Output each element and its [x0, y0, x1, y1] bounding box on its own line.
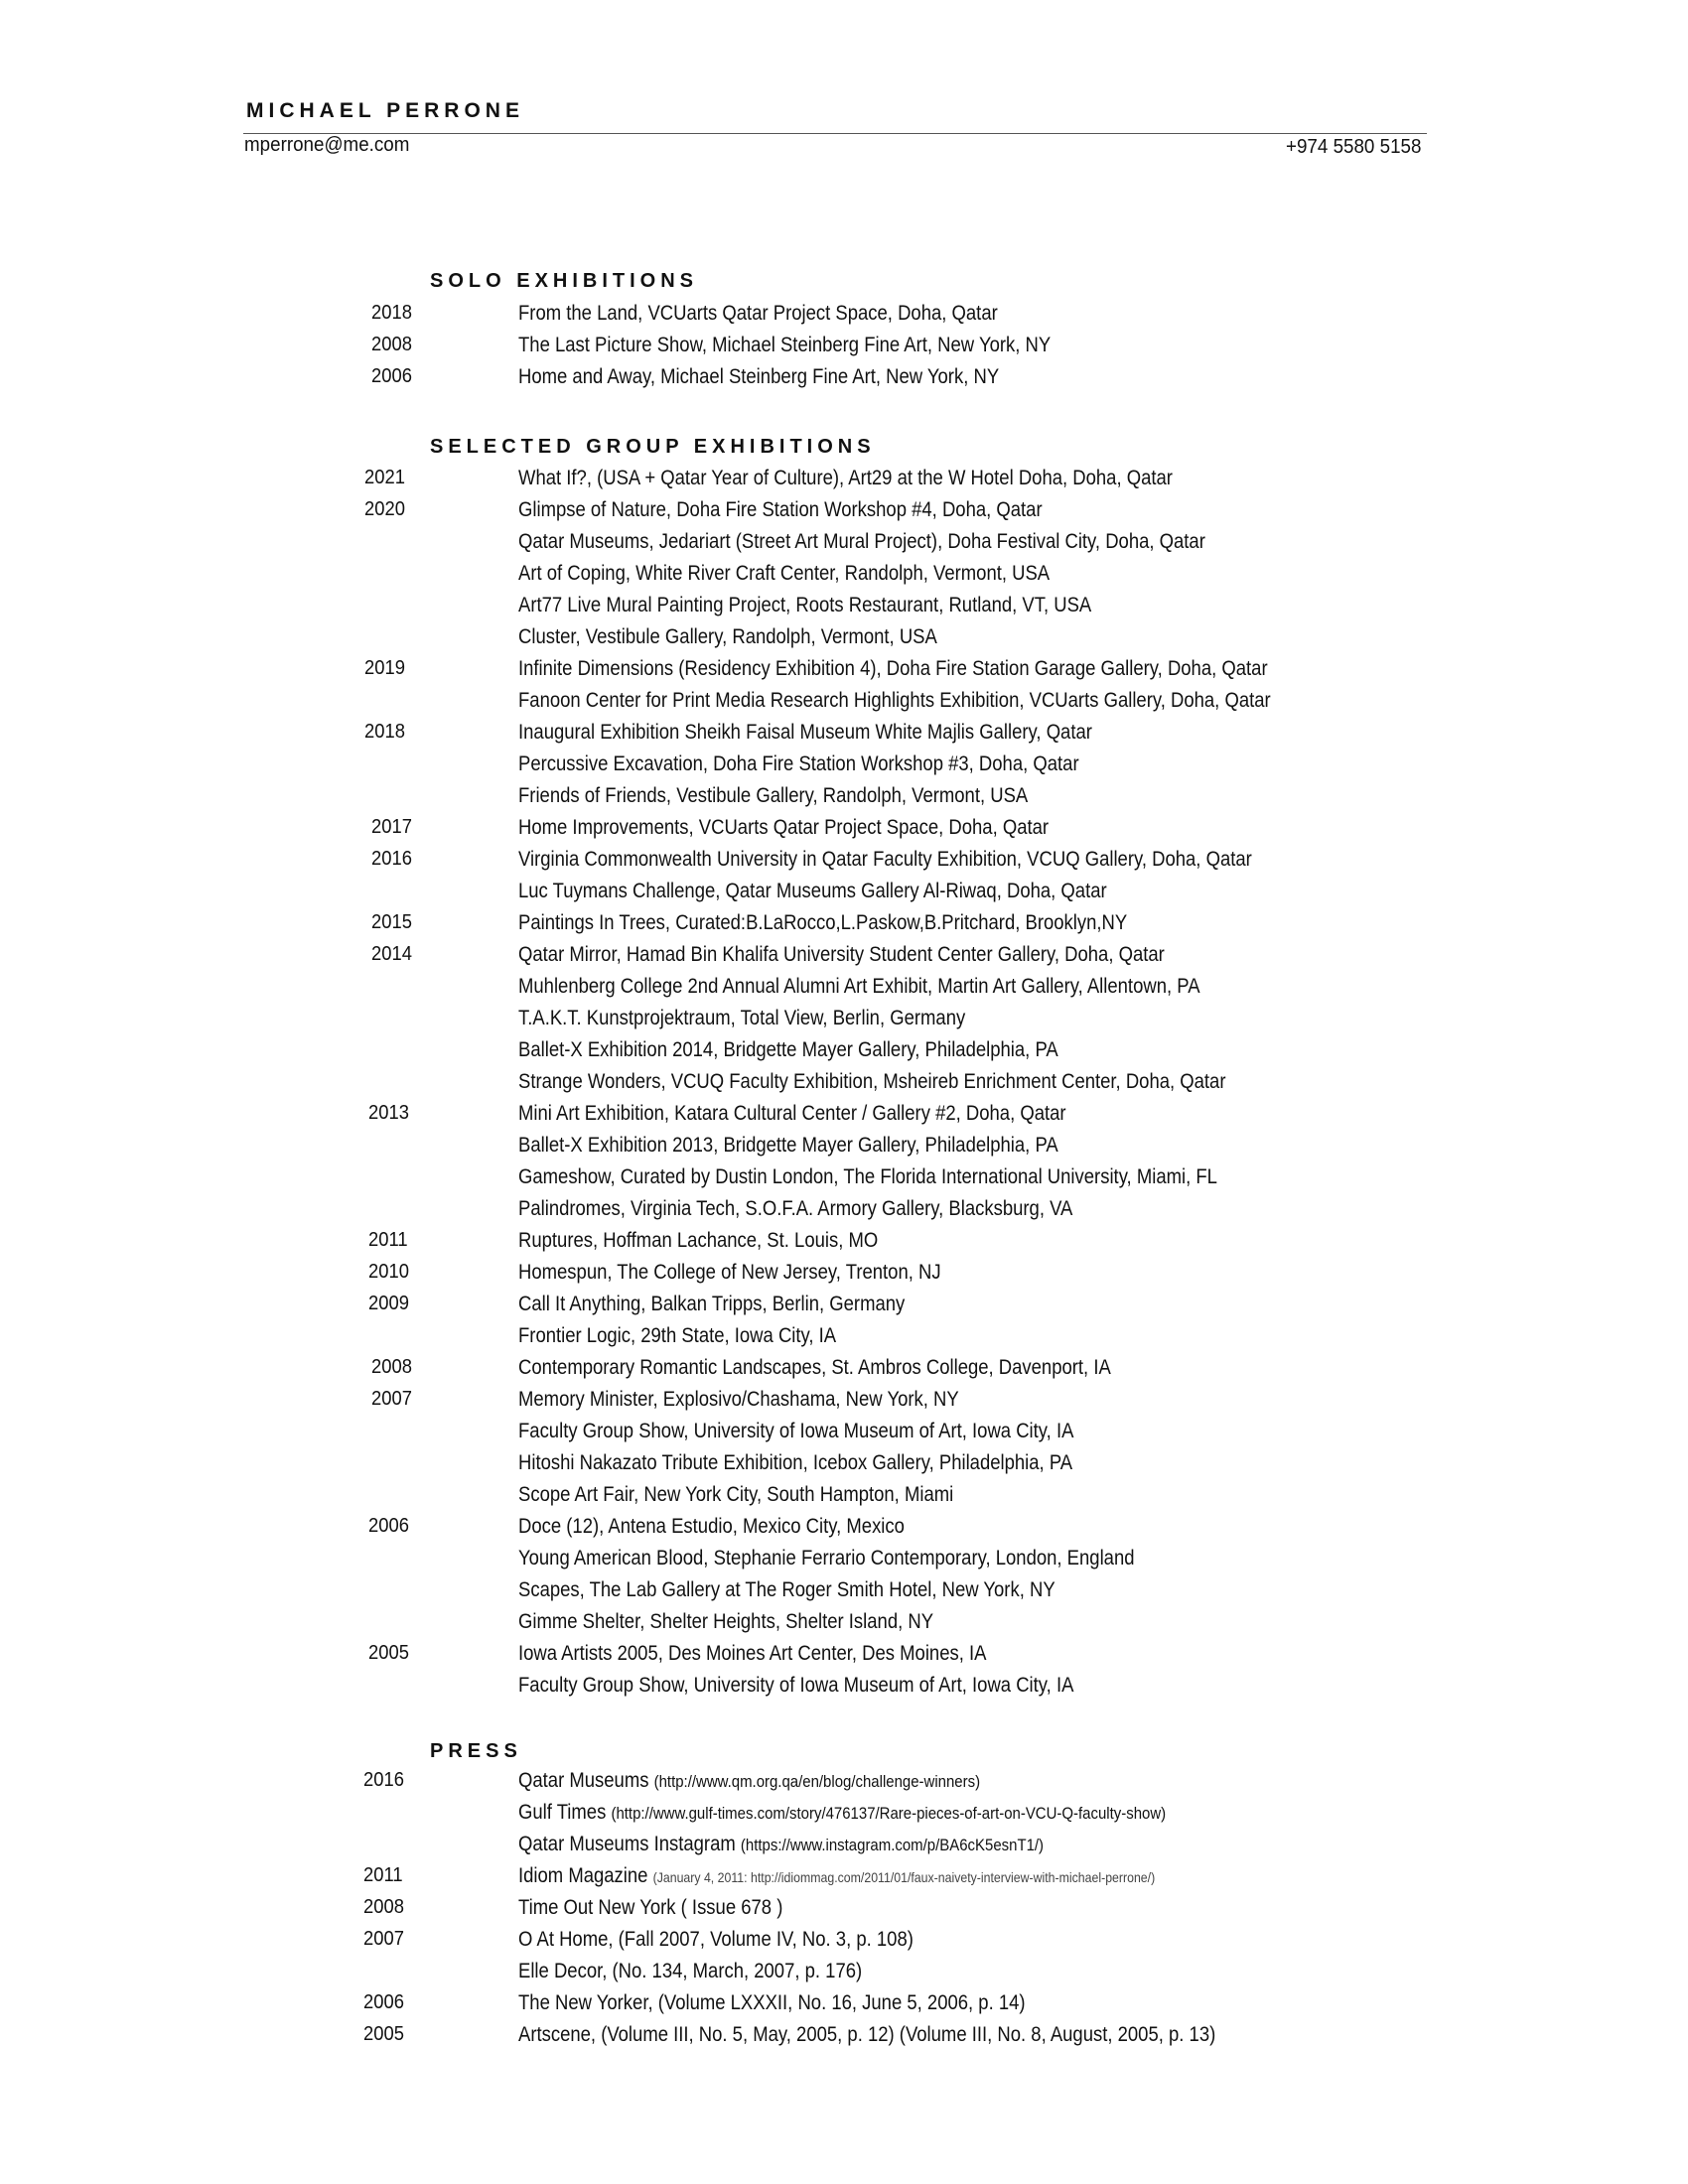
press-title: Artscene, (Volume III, No. 5, May, 2005, p. 12) (Volume III, No. 8, August, 2005, p. 13) — [518, 2023, 1216, 2046]
list-item — [0, 721, 1688, 751]
entry-text: Friends of Friends, Vestibule Gallery, Randolph, Vermont, USA — [518, 784, 1029, 807]
entry-text: Hitoshi Nakazato Tribute Exhibition, Icebox Gallery, Philadelphia, PA — [518, 1451, 1073, 1474]
entry-text: Faculty Group Show, University of Iowa Museum of Art, Iowa City, IA — [518, 1674, 1074, 1697]
entry-text: Virginia Commonwealth University in Qatar Faculty Exhibition, VCUQ Gallery, Doha, Qatar — [518, 848, 1252, 871]
entry-text — [518, 1928, 914, 1952]
group-exhibitions-heading: SELECTED GROUP EXHIBITIONS — [430, 436, 876, 458]
entry-year: 2016 — [371, 848, 412, 870]
solo-exhibitions-heading: SOLO EXHIBITIONS — [430, 270, 699, 292]
entry-year: 2015 — [371, 911, 412, 933]
entry-text — [518, 1801, 1166, 1825]
entry-text — [518, 1769, 980, 1793]
list-item — [0, 1991, 1688, 2021]
press-link[interactable]: (http://www.gulf-times.com/story/476137/Rare-pieces-of-art-on-VCU-Q-faculty-show) — [611, 1804, 1167, 1823]
entry-text: Muhlenberg College 2nd Annual Alumni Art Exhibit, Martin Art Gallery, Allentown, PA — [518, 975, 1200, 998]
entry-year: 2010 — [368, 1261, 409, 1283]
entry-text: Qatar Mirror, Hamad Bin Khalifa University Student Center Gallery, Doha, Qatar — [518, 943, 1165, 966]
list-item — [0, 1070, 1688, 1100]
list-item — [0, 1134, 1688, 1163]
entry-text — [518, 1960, 862, 1983]
list-item — [0, 1102, 1688, 1132]
entry-year: 2018 — [371, 302, 412, 324]
entry-text: Memory Minister, Explosivo/Chashama, New York, NY — [518, 1388, 959, 1411]
contact-phone: +974 5580 5158 — [1286, 136, 1422, 158]
list-item — [0, 911, 1688, 941]
entry-year: 2007 — [371, 1388, 412, 1410]
list-item — [0, 752, 1688, 782]
resume-name: MICHAEL PERRONE — [246, 99, 524, 122]
entry-text: Scope Art Fair, New York City, South Hampton, Miami — [518, 1483, 954, 1506]
entry-text: Gameshow, Curated by Dustin London, The Florida International University, Miami, FL — [518, 1165, 1217, 1188]
entry-year: 2006 — [363, 1991, 404, 2013]
entry-text: Inaugural Exhibition Sheikh Faisal Museum White Majlis Gallery, Qatar — [518, 721, 1092, 744]
entry-year: 2020 — [364, 498, 405, 520]
entry-text: Mini Art Exhibition, Katara Cultural Center / Gallery #2, Doha, Qatar — [518, 1102, 1066, 1125]
entry-year: 2011 — [368, 1229, 408, 1251]
list-item — [0, 1801, 1688, 1831]
list-item — [0, 1356, 1688, 1386]
entry-text — [518, 1864, 1155, 1888]
entry-text: Doce (12), Antena Estudio, Mexico City, Mexico — [518, 1515, 905, 1538]
list-item — [0, 1007, 1688, 1036]
entry-text: Percussive Excavation, Doha Fire Station Workshop #3, Doha, Qatar — [518, 752, 1079, 775]
entry-text: Infinite Dimensions (Residency Exhibition 4), Doha Fire Station Garage Gallery, Doha, Qatar — [518, 657, 1268, 680]
list-item — [0, 1896, 1688, 1926]
entry-text: Ruptures, Hoffman Lachance, St. Louis, MO — [518, 1229, 879, 1252]
entry-text: The Last Picture Show, Michael Steinberg Fine Art, New York, NY — [518, 334, 1052, 356]
list-item — [0, 498, 1688, 528]
list-item — [0, 467, 1688, 496]
list-item — [0, 1483, 1688, 1513]
entry-text: Palindromes, Virginia Tech, S.O.F.A. Armory Gallery, Blacksburg, VA — [518, 1197, 1073, 1220]
entry-text — [518, 1896, 782, 1920]
list-item — [0, 1229, 1688, 1259]
list-item — [0, 1578, 1688, 1608]
entry-text: Art77 Live Mural Painting Project, Roots Restaurant, Rutland, VT, USA — [518, 594, 1092, 616]
press-title: Elle Decor, (No. 134, March, 2007, p. 176) — [518, 1960, 863, 1982]
list-item — [0, 302, 1688, 332]
list-item — [0, 816, 1688, 846]
list-item — [0, 1864, 1688, 1894]
list-item — [0, 657, 1688, 687]
press-title: Qatar Museums Instagram — [518, 1833, 736, 1855]
list-item — [0, 2023, 1688, 2053]
entry-year: 2005 — [363, 2023, 404, 2045]
list-item — [0, 594, 1688, 623]
entry-text — [518, 1833, 1044, 1856]
list-item — [0, 1038, 1688, 1068]
entry-year: 2018 — [364, 721, 405, 743]
press-link[interactable]: (January 4, 2011: http://idiommag.com/2011/01/faux-naivety-interview-with-michael-perrone/) — [652, 1869, 1156, 1885]
entry-year: 2005 — [368, 1642, 409, 1664]
entry-text: Home and Away, Michael Steinberg Fine Art, New York, NY — [518, 365, 1000, 388]
list-item — [0, 975, 1688, 1005]
list-item — [0, 530, 1688, 560]
entry-text: Contemporary Romantic Landscapes, St. Ambros College, Davenport, IA — [518, 1356, 1111, 1379]
entry-year: 2008 — [363, 1896, 404, 1918]
entry-year: 2008 — [371, 334, 412, 355]
press-heading: PRESS — [430, 1740, 522, 1762]
list-item — [0, 1960, 1688, 1989]
list-item — [0, 1324, 1688, 1354]
entry-year: 2007 — [363, 1928, 404, 1950]
entry-year: 2006 — [371, 365, 412, 387]
contact-email[interactable]: mperrone@me.com — [244, 134, 410, 156]
list-item — [0, 1928, 1688, 1958]
entry-text: Paintings In Trees, Curated:B.LaRocco,L.Paskow,B.Pritchard, Brooklyn,NY — [518, 911, 1128, 934]
entry-year: 2021 — [364, 467, 405, 488]
press-title: Qatar Museums — [518, 1769, 649, 1792]
entry-text: Homespun, The College of New Jersey, Trenton, NJ — [518, 1261, 941, 1284]
list-item — [0, 1515, 1688, 1545]
list-item — [0, 784, 1688, 814]
list-item — [0, 1165, 1688, 1195]
list-item — [0, 1769, 1688, 1799]
entry-text: Strange Wonders, VCUQ Faculty Exhibition, Msheireb Enrichment Center, Doha, Qatar — [518, 1070, 1226, 1093]
entry-text: Glimpse of Nature, Doha Fire Station Workshop #4, Doha, Qatar — [518, 498, 1043, 521]
press-title: Idiom Magazine — [518, 1864, 648, 1887]
list-item — [0, 1420, 1688, 1449]
list-item — [0, 1547, 1688, 1576]
entry-text — [518, 2023, 1215, 2047]
entry-text: Home Improvements, VCUarts Qatar Project Space, Doha, Qatar — [518, 816, 1050, 839]
list-item — [0, 365, 1688, 395]
list-item — [0, 1610, 1688, 1640]
press-link[interactable]: (http://www.qm.org.qa/en/blog/challenge-winners) — [653, 1772, 981, 1791]
entry-text: Luc Tuymans Challenge, Qatar Museums Gallery Al-Riwaq, Doha, Qatar — [518, 880, 1107, 902]
header-rule — [243, 133, 1427, 134]
entry-year: 2006 — [368, 1515, 409, 1537]
list-item — [0, 562, 1688, 592]
list-item — [0, 334, 1688, 363]
entry-text: Scapes, The Lab Gallery at The Roger Smith Hotel, New York, NY — [518, 1578, 1055, 1601]
list-item — [0, 1674, 1688, 1704]
list-item — [0, 848, 1688, 878]
list-item — [0, 880, 1688, 909]
list-item — [0, 1388, 1688, 1418]
entry-text: Art of Coping, White River Craft Center, Randolph, Vermont, USA — [518, 562, 1051, 585]
list-item — [0, 625, 1688, 655]
entry-text: Iowa Artists 2005, Des Moines Art Center, Des Moines, IA — [518, 1642, 987, 1665]
list-item — [0, 1642, 1688, 1672]
list-item — [0, 1833, 1688, 1862]
entry-text — [518, 1991, 1026, 2015]
entry-text: Qatar Museums, Jedariart (Street Art Mural Project), Doha Festival City, Doha, Qatar — [518, 530, 1205, 553]
entry-text: Cluster, Vestibule Gallery, Randolph, Vermont, USA — [518, 625, 937, 648]
entry-year: 2016 — [363, 1769, 404, 1791]
list-item — [0, 1293, 1688, 1322]
press-title: The New Yorker, (Volume LXXXII, No. 16, June 5, 2006, p. 14) — [518, 1991, 1026, 2014]
entry-text: Faculty Group Show, University of Iowa Museum of Art, Iowa City, IA — [518, 1420, 1074, 1442]
entry-year: 2008 — [371, 1356, 412, 1378]
press-link[interactable]: (https://www.instagram.com/p/BA6cK5esnT1/) — [740, 1836, 1045, 1854]
press-title: O At Home, (Fall 2007, Volume IV, No. 3, p. 108) — [518, 1928, 914, 1951]
entry-text: Gimme Shelter, Shelter Heights, Shelter Island, NY — [518, 1610, 934, 1633]
list-item — [0, 689, 1688, 719]
press-title: Time Out New York ( Issue 678 ) — [518, 1896, 783, 1919]
entry-text: Fanoon Center for Print Media Research Highlights Exhibition, VCUarts Gallery, Doha, Qatar — [518, 689, 1271, 712]
entry-year: 2014 — [371, 943, 412, 965]
entry-text: Young American Blood, Stephanie Ferrario Contemporary, London, England — [518, 1547, 1135, 1570]
list-item — [0, 943, 1688, 973]
list-item — [0, 1197, 1688, 1227]
entry-text: Frontier Logic, 29th State, Iowa City, IA — [518, 1324, 837, 1347]
entry-text: Call It Anything, Balkan Tripps, Berlin, Germany — [518, 1293, 906, 1315]
entry-year: 2013 — [368, 1102, 409, 1124]
entry-text: Ballet-X Exhibition 2014, Bridgette Mayer Gallery, Philadelphia, PA — [518, 1038, 1058, 1061]
entry-text: What If?, (USA + Qatar Year of Culture), Art29 at the W Hotel Doha, Doha, Qatar — [518, 467, 1173, 489]
press-title: Gulf Times — [518, 1801, 607, 1824]
entry-year: 2009 — [368, 1293, 409, 1314]
entry-year: 2017 — [371, 816, 412, 838]
entry-year: 2011 — [363, 1864, 403, 1886]
list-item — [0, 1451, 1688, 1481]
entry-text: From the Land, VCUarts Qatar Project Space, Doha, Qatar — [518, 302, 998, 325]
entry-year: 2019 — [364, 657, 405, 679]
list-item — [0, 1261, 1688, 1291]
entry-text: T.A.K.T. Kunstprojektraum, Total View, Berlin, Germany — [518, 1007, 966, 1029]
entry-text: Ballet-X Exhibition 2013, Bridgette Mayer Gallery, Philadelphia, PA — [518, 1134, 1058, 1157]
